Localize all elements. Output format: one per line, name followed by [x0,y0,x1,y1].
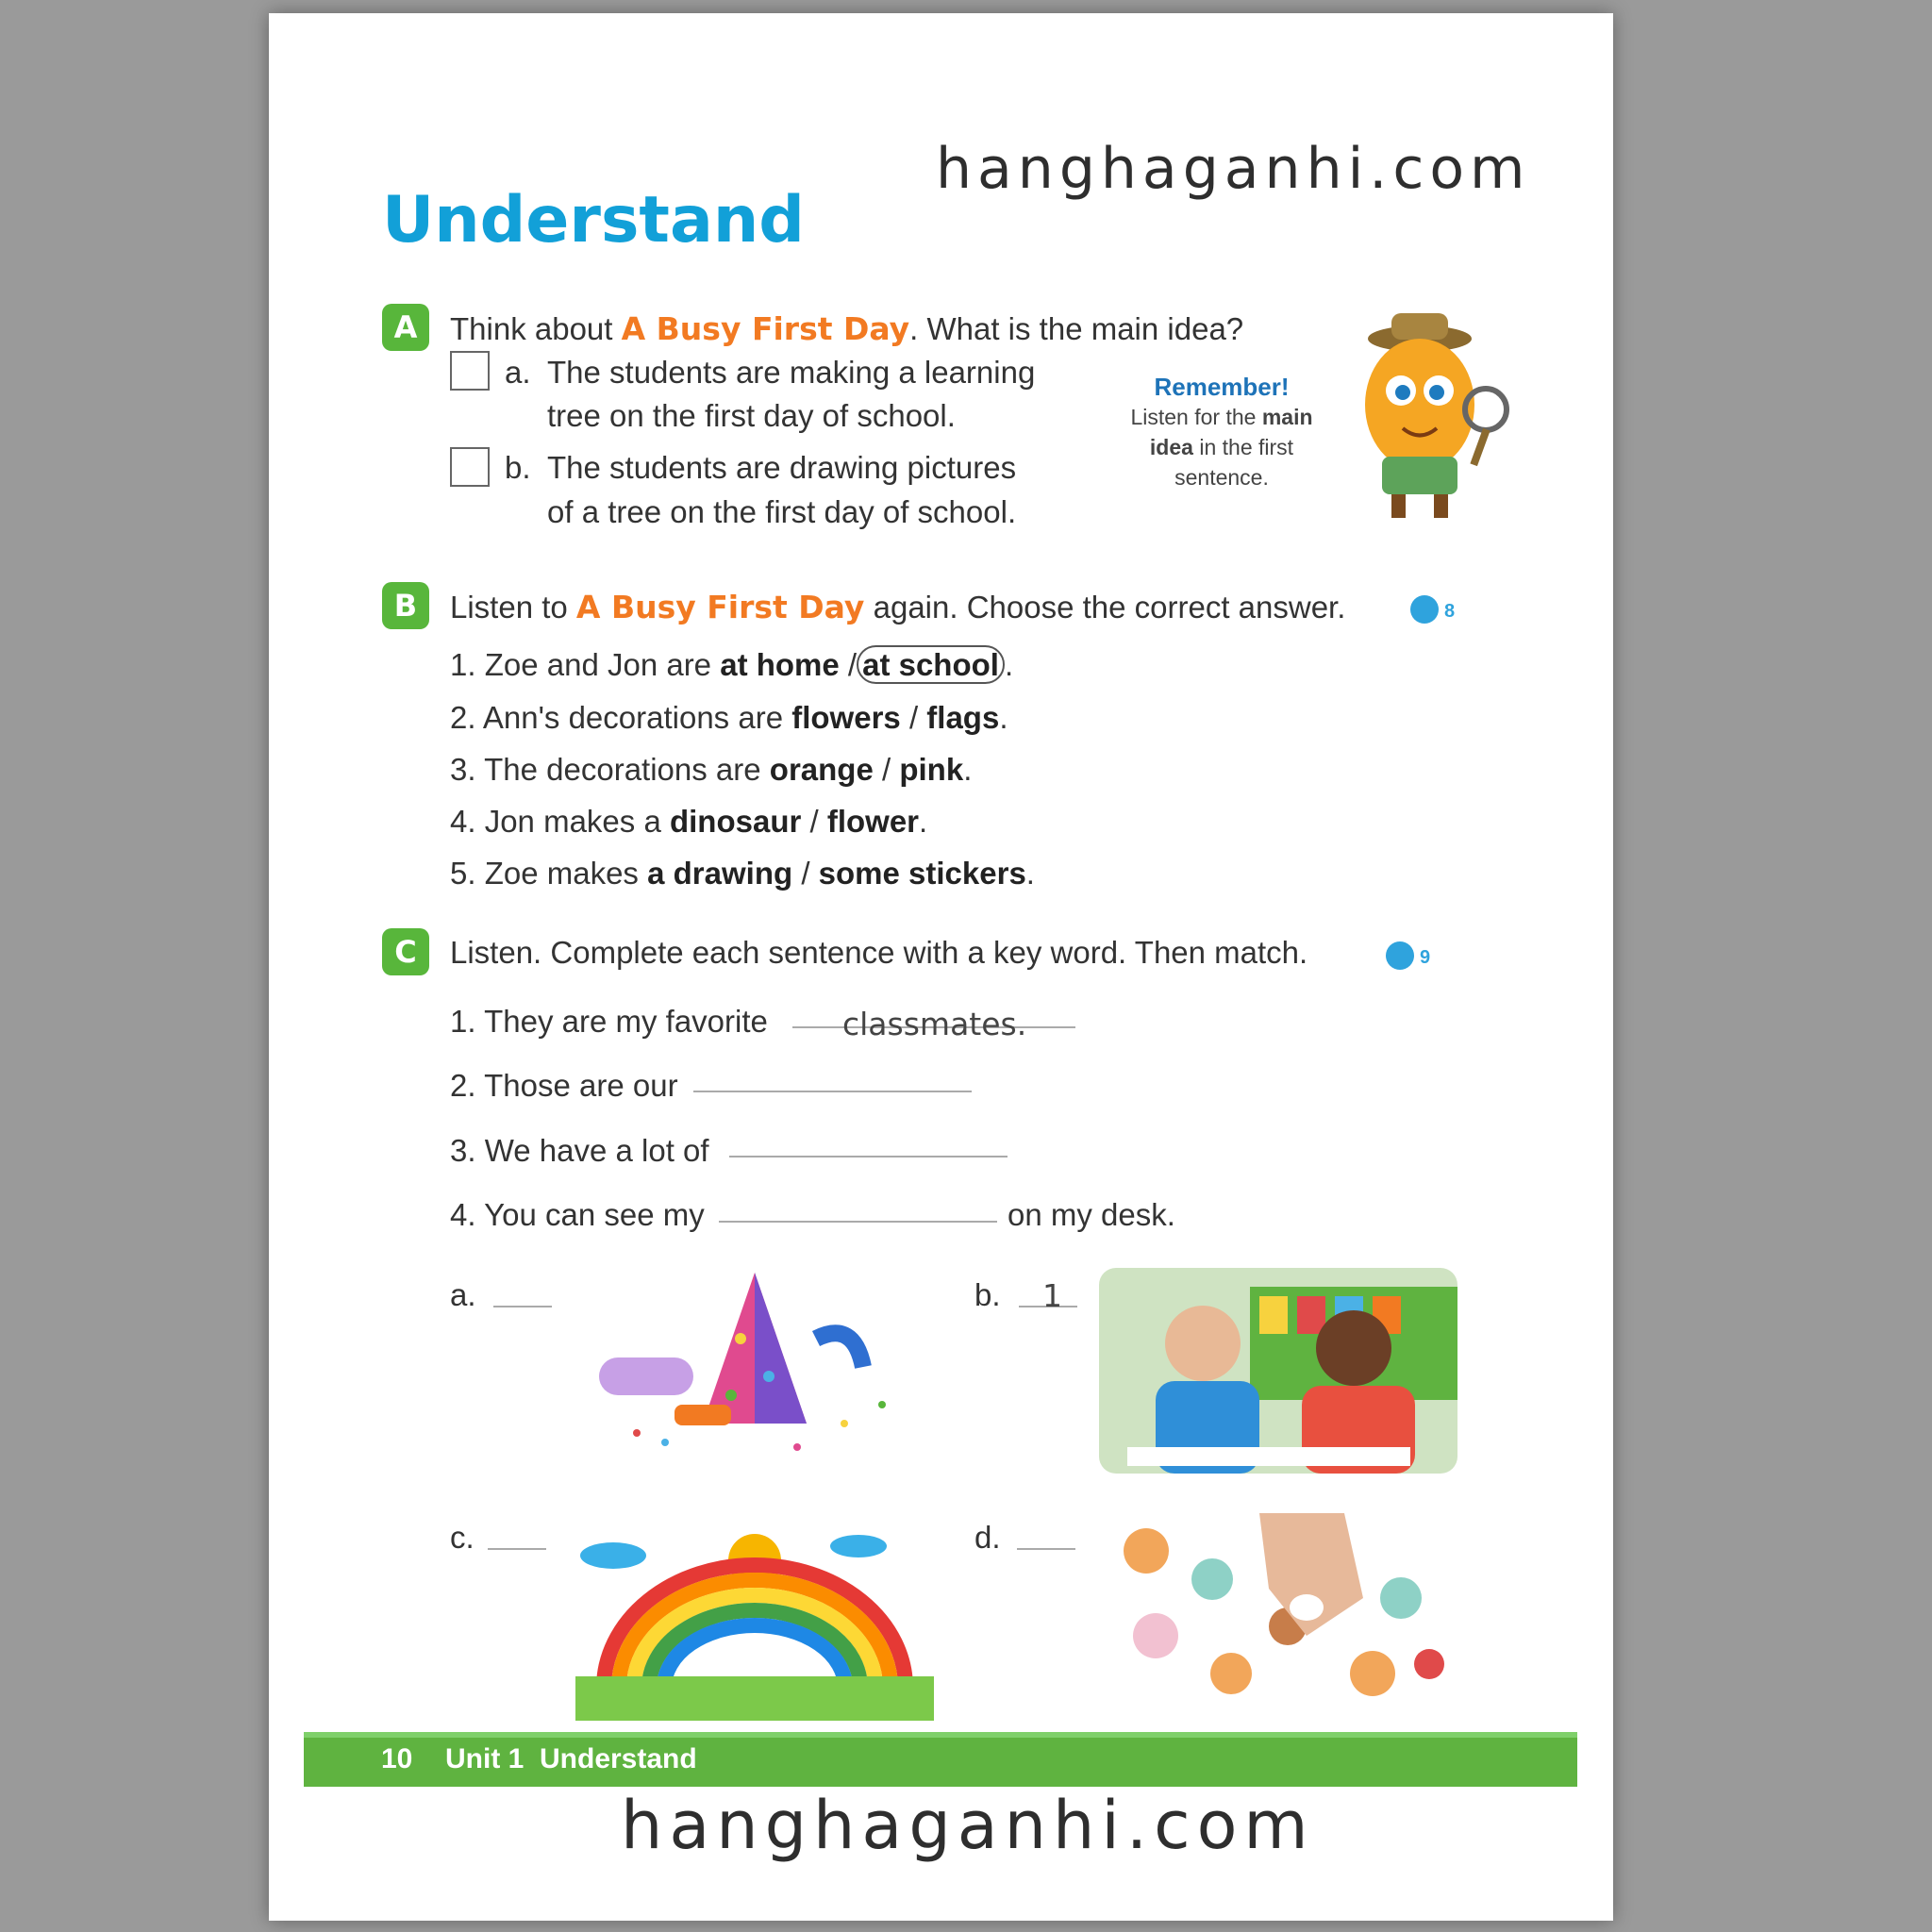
section-b-prefix: Listen to [450,590,568,625]
c-item-1 [450,1004,768,1040]
c-item-4 [450,1197,705,1233]
option-b-checkbox[interactable] [450,447,490,487]
c-item-2-blank[interactable] [693,1089,972,1092]
watermark-bottom: hanghaganhi.com [621,1787,1315,1864]
b-item-4-opt1[interactable]: dinosaur [669,804,802,839]
section-b-suffix: again. Choose the correct answer. [873,590,1346,625]
option-b-letter: b. [505,450,531,485]
match-c-blank[interactable] [488,1546,546,1550]
party-decorations-picture [580,1263,929,1471]
section-a-suffix: . What is the main idea? [909,311,1244,346]
section-b-instruction [450,589,1345,625]
b-item-3-end: . [963,752,973,787]
b-item-1-end: . [1004,647,1014,682]
section-b-story-title: A Busy First Day [575,589,865,625]
c-item-2 [450,1068,678,1104]
c-item-3 [450,1133,709,1169]
match-d-blank[interactable] [1017,1546,1075,1550]
remember-main: main [1261,405,1313,429]
option-b-line2: of a tree on the first day of school. [547,494,1017,529]
match-d-letter: d. [974,1520,1001,1555]
section-b-badge: B [382,582,429,629]
mascot-explorer-illustration [1344,306,1514,523]
workbook-page [269,13,1613,1921]
match-b-letter: b. [974,1277,1001,1312]
watermark-top: hanghaganhi.com [936,136,1531,202]
remember-line3: sentence. [1174,465,1269,490]
c-item-2-text: Those are our [484,1068,678,1103]
b-item-4-sep: / [809,804,819,839]
match-a-letter: a. [450,1277,476,1312]
b-item-4-opt2[interactable]: flower [826,804,920,839]
remember-line2: in the first [1199,435,1294,459]
remember-line1: Listen for the [1130,405,1257,429]
c-item-4-after: on my desk. [1008,1197,1175,1232]
b-item-2-text: Ann's decorations are [482,700,784,735]
b-item-3 [450,752,972,788]
b-item-2 [450,700,1008,736]
b-item-4-text: Jon makes a [484,804,661,839]
remember-idea: idea [1149,435,1193,459]
b-item-1-num: 1. [450,647,476,682]
c-item-2-num: 2. [450,1068,476,1103]
rainbow-drawing-picture [575,1518,934,1721]
b-item-5 [450,856,1035,891]
b-item-2-sep: / [908,700,919,735]
audio-track-9-number: 9 [1420,947,1431,968]
b-item-5-sep: / [801,856,810,891]
match-b-answer: 1 [1042,1277,1062,1314]
classmates-photo [1099,1268,1457,1474]
b-item-3-num: 3. [450,752,476,787]
section-a-badge: A [382,304,429,351]
b-item-1-opt2-circled[interactable]: at school [857,645,1005,684]
option-a-line2: tree on the first day of school. [547,398,956,433]
b-item-1-opt1[interactable]: at home [720,647,840,682]
section-c-badge: C [382,928,429,975]
b-item-4-end: . [919,804,928,839]
b-item-1-sep: / [847,647,858,682]
page-title: Understand [382,183,805,258]
remember-tip [1099,372,1344,492]
b-item-3-opt1[interactable]: orange [769,752,874,787]
section-a-story-title: A Busy First Day [621,310,910,347]
stickers-picture [1099,1513,1457,1716]
b-item-1 [450,647,1013,683]
b-item-5-opt2[interactable]: some stickers [818,856,1026,891]
b-item-5-opt1[interactable]: a drawing [647,856,793,891]
section-a-instruction [450,310,1243,347]
b-item-3-sep: / [882,752,891,787]
b-item-4-num: 4. [450,804,476,839]
option-b-line1: The students are drawing pictures [547,450,1017,485]
remember-heading: Remember! [1154,373,1290,401]
c-item-1-answer: classmates. [842,1006,1027,1042]
match-a-blank[interactable] [493,1304,552,1307]
b-item-5-num: 5. [450,856,476,891]
b-item-2-opt2[interactable]: flags [926,700,1000,735]
page-footer [304,1732,1577,1787]
audio-track-8-number: 8 [1444,601,1456,622]
c-item-3-blank[interactable] [729,1154,1008,1158]
audio-track-9-icon[interactable] [1386,941,1414,970]
c-item-4-text: You can see my [484,1197,705,1232]
b-item-1-text: Zoe and Jon are [484,647,712,682]
b-item-2-end: . [999,700,1008,735]
match-c-letter: c. [450,1520,475,1555]
c-item-1-text: They are my favorite [484,1004,768,1039]
page-number: 10 [381,1743,413,1774]
option-a-line1: The students are making a learning [547,355,1036,390]
b-item-2-opt1[interactable]: flowers [791,700,901,735]
b-item-3-opt2[interactable]: pink [899,752,964,787]
option-a-letter: a. [505,355,531,390]
b-item-4 [450,804,927,840]
option-a-checkbox[interactable] [450,351,490,391]
b-item-5-end: . [1025,856,1035,891]
c-item-1-num: 1. [450,1004,476,1039]
b-item-3-text: The decorations are [484,752,761,787]
footer-section: Understand [540,1743,697,1774]
c-item-3-text: We have a lot of [484,1133,709,1168]
c-item-4-num: 4. [450,1197,476,1232]
c-item-3-num: 3. [450,1133,476,1168]
c-item-4-blank[interactable] [719,1219,997,1223]
b-item-5-text: Zoe makes [484,856,639,891]
footer-unit: Unit 1 [445,1743,525,1774]
audio-track-8-icon[interactable] [1410,595,1439,624]
section-c-instruction: Listen. Complete each sentence with a key word. Then match. [450,935,1308,970]
b-item-2-num: 2. [450,700,476,735]
section-a-prefix: Think about [450,311,613,346]
